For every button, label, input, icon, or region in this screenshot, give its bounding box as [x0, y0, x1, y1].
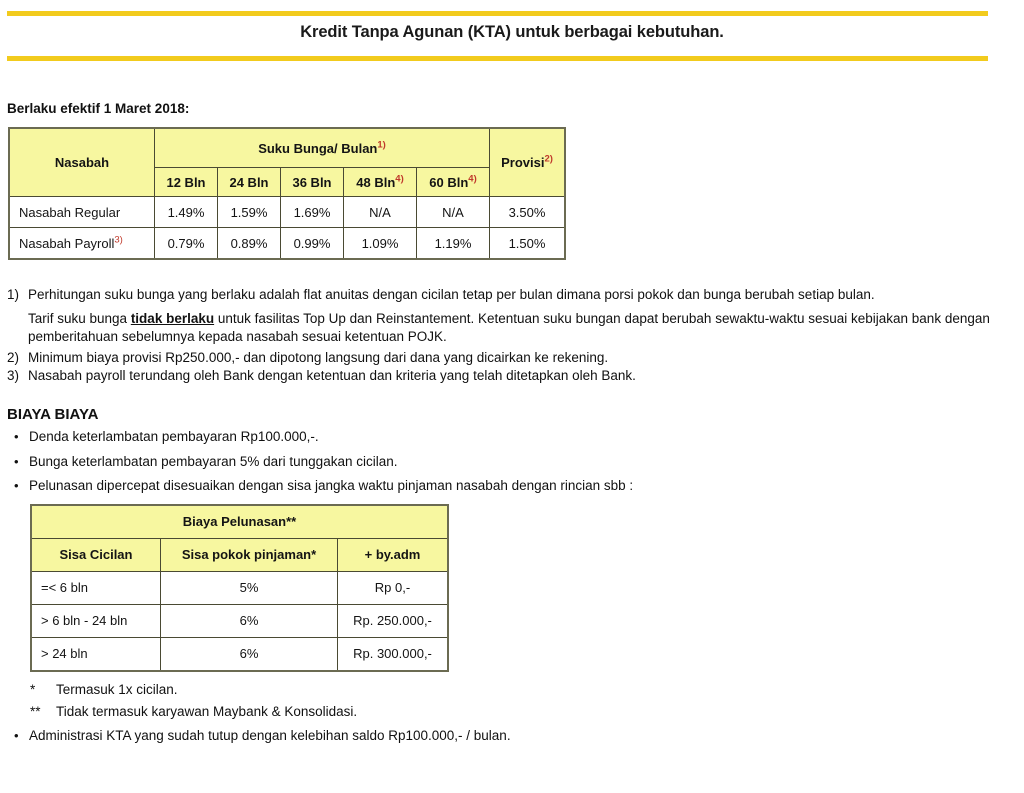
footnote-ref-1: 1) — [377, 139, 386, 151]
footnote-ref-2: 2) — [544, 153, 553, 165]
biaya-item-text-2: Bunga keterlambatan pembayaran 5% dari tunggakan cicilan. — [29, 453, 398, 469]
cell-regular-48: N/A — [344, 197, 417, 228]
footnote-text-1: Perhitungan suku bunga yang berlaku adalah flat anuitas dengan cicilan tetap per bulan dimana porsi pokok dan bunga berubah setiap bulan. — [28, 287, 875, 302]
cell-payroll-60: 1.19% — [417, 228, 490, 260]
pelunasan-r2-by-adm: Rp. 250.000,- — [338, 604, 449, 637]
footnote-1b-post: untuk fasilitas Top Up dan Reinstantement. Ketentuan suku bungan dapat berubah sewaktu-waktu sesuai kebijakan bank dengan pemberitahuan sebelumnya kepada nasabah sesuai ketentuan POJK. — [28, 311, 990, 344]
row-label-regular — [9, 197, 155, 228]
table-header-row-group — [9, 128, 565, 168]
pelunasan-r3-sisa-pokok: 6% — [161, 637, 338, 671]
interest-rate-table — [8, 127, 566, 260]
footnote-item-3 — [7, 367, 1013, 384]
pelunasan-r1-by-adm: Rp 0,- — [338, 571, 449, 604]
biaya-item-text-3: Pelunasan dipercepat disesuaikan dengan sisa jangka waktu pinjaman nasabah dengan rincian sbb : — [29, 478, 634, 494]
pelunasan-fee-table — [30, 504, 449, 672]
footnote-item-2 — [7, 349, 1013, 366]
bullet-icon: • — [14, 728, 19, 744]
pelunasan-r1-sisa-pokok: 5% — [161, 571, 338, 604]
cell-payroll-24: 0.89% — [218, 228, 281, 260]
footnotes-list — [7, 286, 1013, 384]
table-row — [9, 197, 565, 228]
footnote-item-1 — [7, 286, 1013, 303]
table-row — [31, 637, 448, 671]
pelunasan-header-sisa-cicilan: Sisa Cicilan — [31, 538, 161, 571]
pelunasan-r2-sisa-pokok: 6% — [161, 604, 338, 637]
pelunasan-r3-sisa-cicilan: > 24 bln — [31, 637, 161, 671]
star-footnote-text-2: Tidak termasuk karyawan Maybank & Konsolidasi. — [56, 704, 358, 720]
cell-regular-24: 1.59% — [218, 197, 281, 228]
pelunasan-header-row — [31, 538, 448, 571]
pelunasan-r2-sisa-cicilan: > 6 bln - 24 bln — [31, 604, 161, 637]
header-provisi — [490, 128, 566, 197]
list-item — [7, 477, 1024, 495]
footnote-1b-pre: Tarif suku bunga — [28, 311, 131, 327]
footnote-item-1b — [28, 310, 1013, 345]
header-term-24 — [218, 168, 281, 197]
list-item — [7, 428, 1024, 446]
cell-regular-60: N/A — [417, 197, 490, 228]
row-label-payroll-text: Nasabah Payroll — [19, 235, 115, 251]
header-nasabah: Nasabah — [9, 128, 155, 197]
footnote-text-2: Minimum biaya provisi Rp250.000,- dan dipotong langsung dari dana yang dicairkan ke rekening. — [28, 349, 609, 365]
header-term-36 — [281, 168, 344, 197]
row-label-payroll-note: 3) — [114, 234, 123, 246]
biaya-bullet-list — [7, 428, 1024, 495]
footnote-marker-1: 1) — [7, 287, 20, 302]
star-marker-2: ** — [30, 704, 41, 720]
pelunasan-r3-by-adm: Rp. 300.000,- — [338, 637, 449, 671]
cell-payroll-36: 0.99% — [281, 228, 344, 260]
biaya-bullet-list-tail — [7, 727, 1024, 745]
pelunasan-header-sisa-pokok: Sisa pokok pinjaman* — [161, 538, 338, 571]
row-label-payroll — [9, 228, 155, 260]
row-label-regular-text: Nasabah Regular — [19, 204, 121, 220]
bullet-icon: • — [14, 478, 19, 494]
pelunasan-header-title-row — [31, 505, 448, 539]
header-term-12-label: 12 Bln — [166, 174, 206, 190]
header-term-60-label: 60 Bln — [429, 174, 469, 190]
page-title: Kredit Tanpa Agunan (KTA) untuk berbagai kebutuhan. — [300, 23, 724, 41]
cell-payroll-provisi: 1.50% — [490, 228, 566, 260]
header-term-60-note: 4) — [468, 173, 477, 185]
cell-regular-12: 1.49% — [155, 197, 218, 228]
pelunasan-r1-sisa-cicilan: =< 6 bln — [31, 571, 161, 604]
bullet-icon: • — [14, 429, 19, 445]
footnote-text-3: Nasabah payroll terundang oleh Bank dengan ketentuan dan kriteria yang telah ditetapkan oleh Bank. — [28, 368, 636, 384]
pelunasan-header-by-adm: + by.adm — [338, 538, 449, 571]
pelunasan-table-title: Biaya Pelunasan** — [31, 505, 448, 539]
header-rule-bottom — [7, 56, 988, 61]
header-suku-bunga — [155, 128, 490, 168]
star-footnotes — [30, 681, 1024, 721]
header-term-24-label: 24 Bln — [229, 174, 269, 190]
list-item — [7, 453, 1024, 471]
cell-payroll-48: 1.09% — [344, 228, 417, 260]
table-row — [31, 571, 448, 604]
biaya-section-title: BIAYA BIAYA — [7, 406, 99, 424]
list-item — [7, 727, 1024, 745]
effective-date-label: Berlaku efektif 1 Maret 2018: — [7, 101, 190, 116]
table-row — [9, 228, 565, 260]
footnote-marker-3: 3) — [7, 368, 20, 384]
header-term-48 — [344, 168, 417, 197]
cell-regular-provisi: 3.50% — [490, 197, 566, 228]
cell-regular-36: 1.69% — [281, 197, 344, 228]
star-footnote-item-1 — [30, 681, 1024, 699]
cell-payroll-12: 0.79% — [155, 228, 218, 260]
header-term-60 — [417, 168, 490, 197]
header-term-48-label: 48 Bln — [356, 174, 396, 190]
header-term-36-label: 36 Bln — [292, 174, 332, 190]
bullet-icon: • — [14, 453, 19, 469]
header-term-48-note: 4) — [395, 173, 404, 185]
header-provisi-label: Provisi — [501, 155, 545, 170]
footnote-1b-emphasis: tidak berlaku — [130, 311, 215, 327]
header-term-12 — [155, 168, 218, 197]
table-row — [31, 604, 448, 637]
star-footnote-text-1: Termasuk 1x cicilan. — [56, 681, 178, 697]
page-header — [0, 11, 1024, 61]
biaya-item-text-last: Administrasi KTA yang sudah tutup dengan kelebihan saldo Rp100.000,- / bulan. — [29, 728, 511, 744]
header-suku-bunga-label: Suku Bunga/ Bulan — [258, 140, 378, 156]
biaya-item-text-1: Denda keterlambatan pembayaran Rp100.000,-. — [29, 429, 319, 445]
footnote-marker-2: 2) — [7, 349, 20, 365]
star-marker-1: * — [30, 681, 36, 697]
star-footnote-item-2 — [30, 703, 1024, 721]
